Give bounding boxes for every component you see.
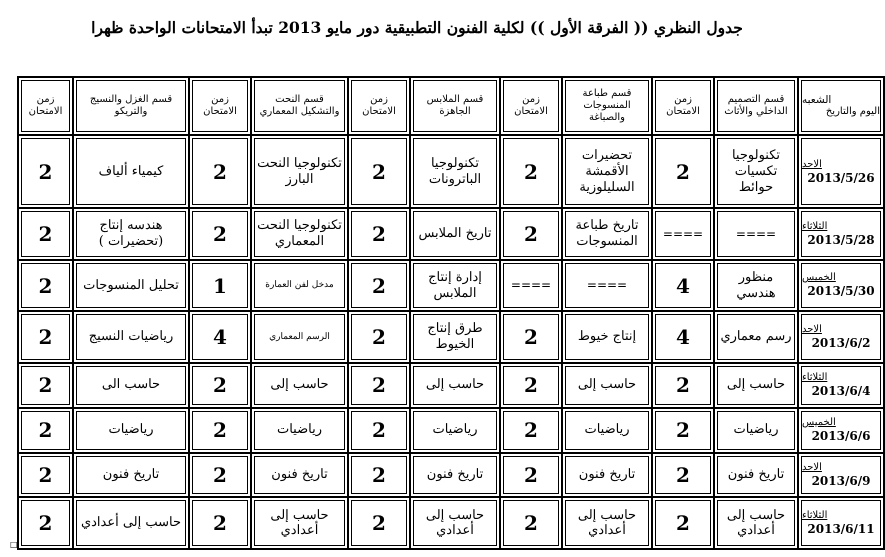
subject-cell: ==== [714, 208, 798, 260]
subject-cell: حاسب إلى أعدادي [410, 497, 500, 549]
header-cell: زمن الامتحان [348, 77, 410, 135]
subject-cell: مدخل لفن العمارة [251, 260, 348, 312]
subject-cell: رياضيات [251, 408, 348, 453]
exam-duration-cell: 2 [189, 497, 251, 549]
exam-date: 2013/6/11 [807, 522, 875, 536]
subject-cell: حاسب الى [73, 363, 189, 408]
subject-cell: هندسه إنتاج (تحضيرات ) [73, 208, 189, 260]
exam-duration-cell: 2 [652, 408, 714, 453]
table-row [18, 208, 884, 260]
day-name: الاحد [802, 323, 822, 335]
exam-duration-cell: 2 [348, 453, 410, 498]
subject-cell: حاسب إلى أعدادي [251, 497, 348, 549]
day-date-cell [798, 363, 884, 408]
exam-date: 2013/5/30 [807, 284, 875, 299]
day-date-label: اليوم والتاريخ [825, 106, 880, 118]
subject-cell: إدارة إنتاج الملابس [410, 260, 500, 312]
day-date-cell [798, 260, 884, 312]
subject-cell: تاريخ فنون [251, 453, 348, 498]
subject-cell: رياضيات النسيج [73, 311, 189, 363]
table-row [18, 260, 884, 312]
exam-duration-cell: 2 [500, 363, 562, 408]
exam-duration-cell: 2 [189, 453, 251, 498]
exam-duration-cell: 2 [500, 497, 562, 549]
table-row [18, 408, 884, 453]
exam-duration-cell: 2 [500, 311, 562, 363]
header-day-date [798, 77, 884, 135]
exam-date: 2013/6/6 [811, 428, 871, 443]
subject-cell: تكنولوجيا تكسيات حوائط [714, 135, 798, 208]
exam-duration-cell: 2 [189, 135, 251, 208]
header-cell: زمن الامتحان [500, 77, 562, 135]
exam-duration-cell: 2 [348, 408, 410, 453]
exam-duration-cell: 2 [18, 260, 73, 312]
exam-duration-cell: 2 [652, 135, 714, 208]
footer-mark: □ [10, 540, 18, 549]
exam-duration-cell: 2 [18, 208, 73, 260]
day-date-cell [798, 311, 884, 363]
day-name: الخميس [802, 416, 836, 428]
subject-cell: تاريخ طباعة المنسوجات [562, 208, 652, 260]
day-date-cell [798, 453, 884, 498]
subject-cell: تحليل المنسوجات [73, 260, 189, 312]
exam-duration-cell: 4 [189, 311, 251, 363]
header-cell: زمن الامتحان [18, 77, 73, 135]
exam-duration-cell: 2 [348, 260, 410, 312]
subject-cell: حاسب إلى أعدادي [73, 497, 189, 549]
table-row [18, 135, 884, 208]
exam-duration-cell: 2 [18, 311, 73, 363]
exam-date: 2013/5/26 [807, 170, 875, 185]
subject-cell: حاسب إلى أعدادي [714, 497, 798, 549]
exam-date: 2013/6/9 [811, 473, 871, 488]
header-cell: زمن الامتحان [652, 77, 714, 135]
table-row [18, 363, 884, 408]
exam-schedule-table [17, 76, 885, 550]
exam-duration-cell: ==== [500, 260, 562, 312]
exam-date: 2013/6/2 [811, 335, 871, 350]
exam-duration-cell: 2 [652, 363, 714, 408]
exam-duration-cell: 2 [500, 135, 562, 208]
branch-label: الشعبه [802, 93, 832, 106]
exam-duration-cell: 2 [18, 453, 73, 498]
exam-duration-cell: 2 [189, 363, 251, 408]
table-row [18, 311, 884, 363]
exam-duration-cell: 2 [18, 408, 73, 453]
exam-duration-cell: 2 [652, 497, 714, 549]
subject-cell: رياضيات [410, 408, 500, 453]
header-cell: قسم الغزل والنسيج والتريكو [73, 77, 189, 135]
subject-cell: تاريخ الملابس [410, 208, 500, 260]
day-name: الخميس [802, 272, 836, 284]
subject-cell: تاريخ فنون [410, 453, 500, 498]
header-cell: قسم الملابس الجاهزة [410, 77, 500, 135]
header-cell: زمن الامتحان [189, 77, 251, 135]
day-name: الاحد [802, 158, 822, 170]
exam-duration-cell: 2 [500, 453, 562, 498]
subject-cell: تاريخ فنون [714, 453, 798, 498]
subject-cell: تكنولوجيا النحت المعماري [251, 208, 348, 260]
subject-cell: رياضيات [714, 408, 798, 453]
subject-cell: حاسب إلى أعدادي [562, 497, 652, 549]
subject-cell: طرق إنتاج الخيوط [410, 311, 500, 363]
subject-cell: الرسم المعماري [251, 311, 348, 363]
header-cell: قسم التصميم الداخلي والأثاث [714, 77, 798, 135]
exam-duration-cell: 2 [348, 497, 410, 549]
exam-duration-cell: 2 [500, 208, 562, 260]
exam-duration-cell: 4 [652, 260, 714, 312]
subject-cell: رسم معماري [714, 311, 798, 363]
exam-duration-cell: 4 [652, 311, 714, 363]
table-row [18, 453, 884, 498]
subject-cell: تكنولوجيا النحت البارز [251, 135, 348, 208]
subject-cell: إنتاج خيوط [562, 311, 652, 363]
exam-duration-cell: 2 [348, 311, 410, 363]
header-cell: قسم النحت والتشكيل المعماري [251, 77, 348, 135]
exam-duration-cell: 2 [18, 363, 73, 408]
subject-cell: تاريخ فنون [562, 453, 652, 498]
exam-duration-cell: 2 [189, 208, 251, 260]
subject-cell: تاريخ فنون [73, 453, 189, 498]
day-name: الثلاثاء [802, 510, 828, 521]
day-name: الثلاثاء [802, 372, 828, 384]
subject-cell: حاسب إلى [251, 363, 348, 408]
subject-cell: منظور هندسي [714, 260, 798, 312]
day-name: الاحد [802, 461, 822, 473]
page-title: جدول النظري (( الفرقة الأول )) لكلية الفنون التطبيقية دور مايو 2013 تبدأ الامتحانات الواحدة ظهرا [91, 18, 743, 37]
subject-cell: حاسب إلى [410, 363, 500, 408]
day-name: الثلاثاء [802, 220, 828, 232]
exam-duration-cell: 2 [189, 408, 251, 453]
exam-duration-cell: 2 [652, 453, 714, 498]
day-date-cell [798, 497, 884, 549]
subject-cell: حاسب إلى [562, 363, 652, 408]
subject-cell: تحضيرات الأقمشة السليلوزية [562, 135, 652, 208]
subject-cell: كيمياء ألياف [73, 135, 189, 208]
header-cell: قسم طباعة المنسوجات والصباغة [562, 77, 652, 135]
exam-duration-cell: 2 [348, 363, 410, 408]
exam-date: 2013/5/28 [807, 232, 875, 247]
exam-date: 2013/6/4 [811, 384, 871, 399]
day-date-cell [798, 208, 884, 260]
exam-duration-cell: 2 [348, 208, 410, 260]
subject-cell: رياضيات [562, 408, 652, 453]
subject-cell: حاسب إلى [714, 363, 798, 408]
exam-duration-cell: 2 [348, 135, 410, 208]
exam-duration-cell: 2 [500, 408, 562, 453]
exam-duration-cell: ==== [652, 208, 714, 260]
day-date-cell [798, 408, 884, 453]
subject-cell: ==== [562, 260, 652, 312]
subject-cell: رياضيات [73, 408, 189, 453]
day-date-cell [798, 135, 884, 208]
exam-duration-cell: 2 [18, 135, 73, 208]
exam-duration-cell: 2 [18, 497, 73, 549]
subject-cell: تكنولوجيا الباترونات [410, 135, 500, 208]
exam-duration-cell: 1 [189, 260, 251, 312]
table-row [18, 497, 884, 549]
header-row [18, 77, 884, 135]
